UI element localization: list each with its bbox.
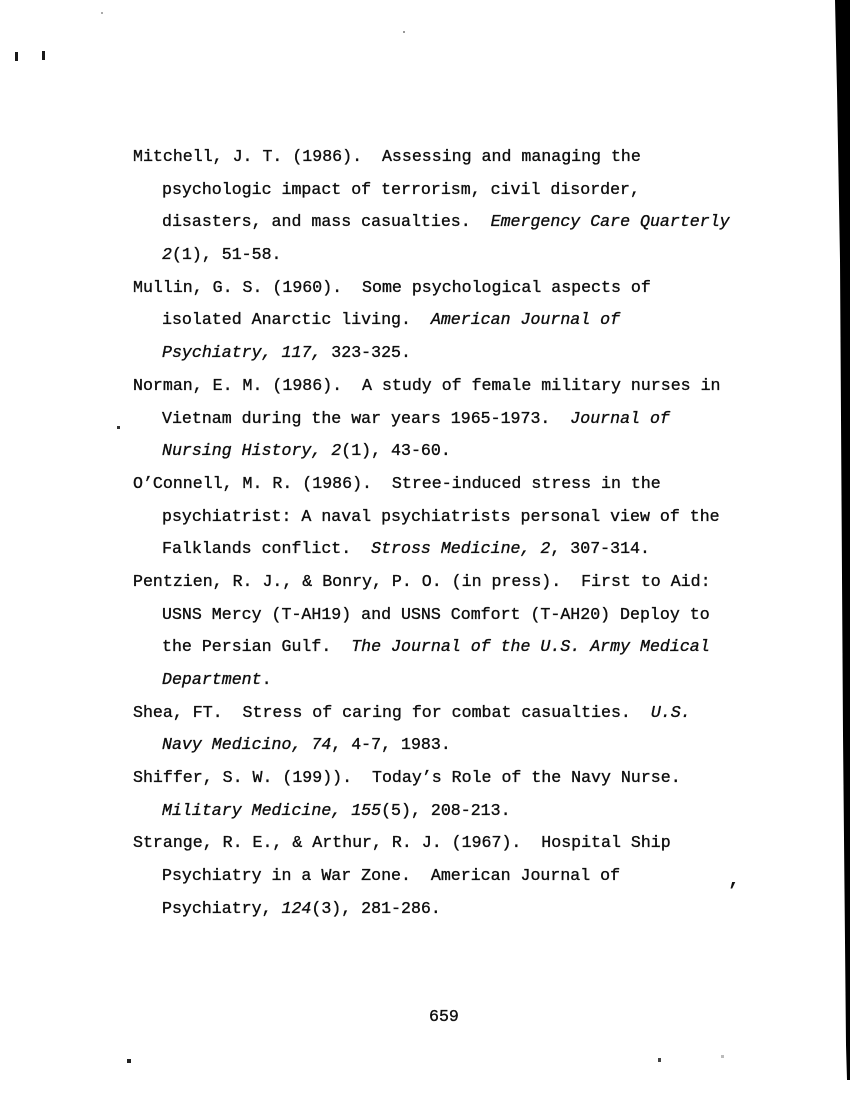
speck-artifact	[403, 31, 405, 33]
reference-line: Mitchell, J. T. (1986). Assessing and managing the	[133, 147, 641, 166]
scan-edge-bar	[830, 0, 850, 1080]
reference-line: Navy Medicino, 74, 4-7, 1983.	[162, 735, 451, 755]
reference-line: Mullin, G. S. (1960). Some psychological aspects of	[133, 277, 651, 297]
speck-artifact	[117, 426, 120, 429]
margin-tick-artifact	[42, 51, 45, 60]
speck-artifact	[127, 1059, 131, 1063]
reference-line: Norman, E. M. (1986). A study of female military nurses in	[133, 375, 721, 395]
reference-line: Falklands conflict. Stross Medicine, 2, 307-314.	[162, 539, 650, 559]
reference-entry	[133, 370, 753, 468]
reference-line: Military Medicine, 155(5), 208-213.	[162, 800, 511, 820]
speck-artifact	[658, 1058, 661, 1062]
reference-line: 2(1), 51-58.	[162, 245, 282, 265]
reference-line: Shea, FT. Stress of caring for combat casualties. U.S.	[133, 702, 691, 722]
reference-line: Pentzien, R. J., & Bonry, P. O. (in press). First to Aid:	[133, 571, 711, 591]
reference-line: Psychiatry, 117, 323-325.	[162, 343, 411, 363]
reference-entry	[133, 566, 753, 697]
reference-line: Nursing History, 2(1), 43-60.	[162, 441, 451, 461]
reference-line: O’Connell, M. R. (1986). Stree-induced stress in the	[133, 473, 661, 493]
reference-entry	[133, 697, 753, 762]
reference-line: Psychiatry, 124(3), 281-286.	[162, 898, 441, 918]
reference-line: disasters, and mass casualties. Emergency Care Quarterly	[162, 212, 730, 232]
speck-artifact	[721, 1055, 724, 1058]
reference-entry	[133, 762, 753, 827]
page-number: 659	[429, 1007, 459, 1026]
reference-line: Department.	[162, 670, 272, 689]
reference-line: Shiffer, S. W. (199)). Today’s Role of the Navy Nurse.	[133, 768, 681, 788]
reference-line: Strange, R. E., & Arthur, R. J. (1967). Hospital Ship	[133, 833, 671, 853]
reference-line: isolated Anarctic living. American Journal of	[162, 310, 621, 330]
reference-entry	[133, 141, 753, 272]
reference-line: USNS Mercy (T-AH19) and USNS Comfort (T-AH20) Deploy to	[162, 604, 710, 624]
reference-line: Vietnam during the war years 1965-1973. Journal of	[162, 408, 670, 428]
speck-artifact	[101, 12, 103, 14]
reference-line: psychologic impact of terrorism, civil disorder,	[162, 179, 640, 199]
reference-entry	[133, 468, 753, 566]
margin-tick-artifact	[15, 52, 18, 61]
reference-line: psychiatrist: A naval psychiatrists personal view of the	[162, 506, 720, 526]
references-list	[133, 141, 753, 926]
reference-entry	[133, 272, 753, 370]
reference-line: the Persian Gulf. The Journal of the U.S. Army Medical	[162, 637, 710, 657]
reference-line: Psychiatry in a War Zone. American Journal of	[162, 866, 621, 886]
stray-comma-artifact: ,	[728, 869, 741, 892]
reference-entry	[133, 827, 753, 925]
